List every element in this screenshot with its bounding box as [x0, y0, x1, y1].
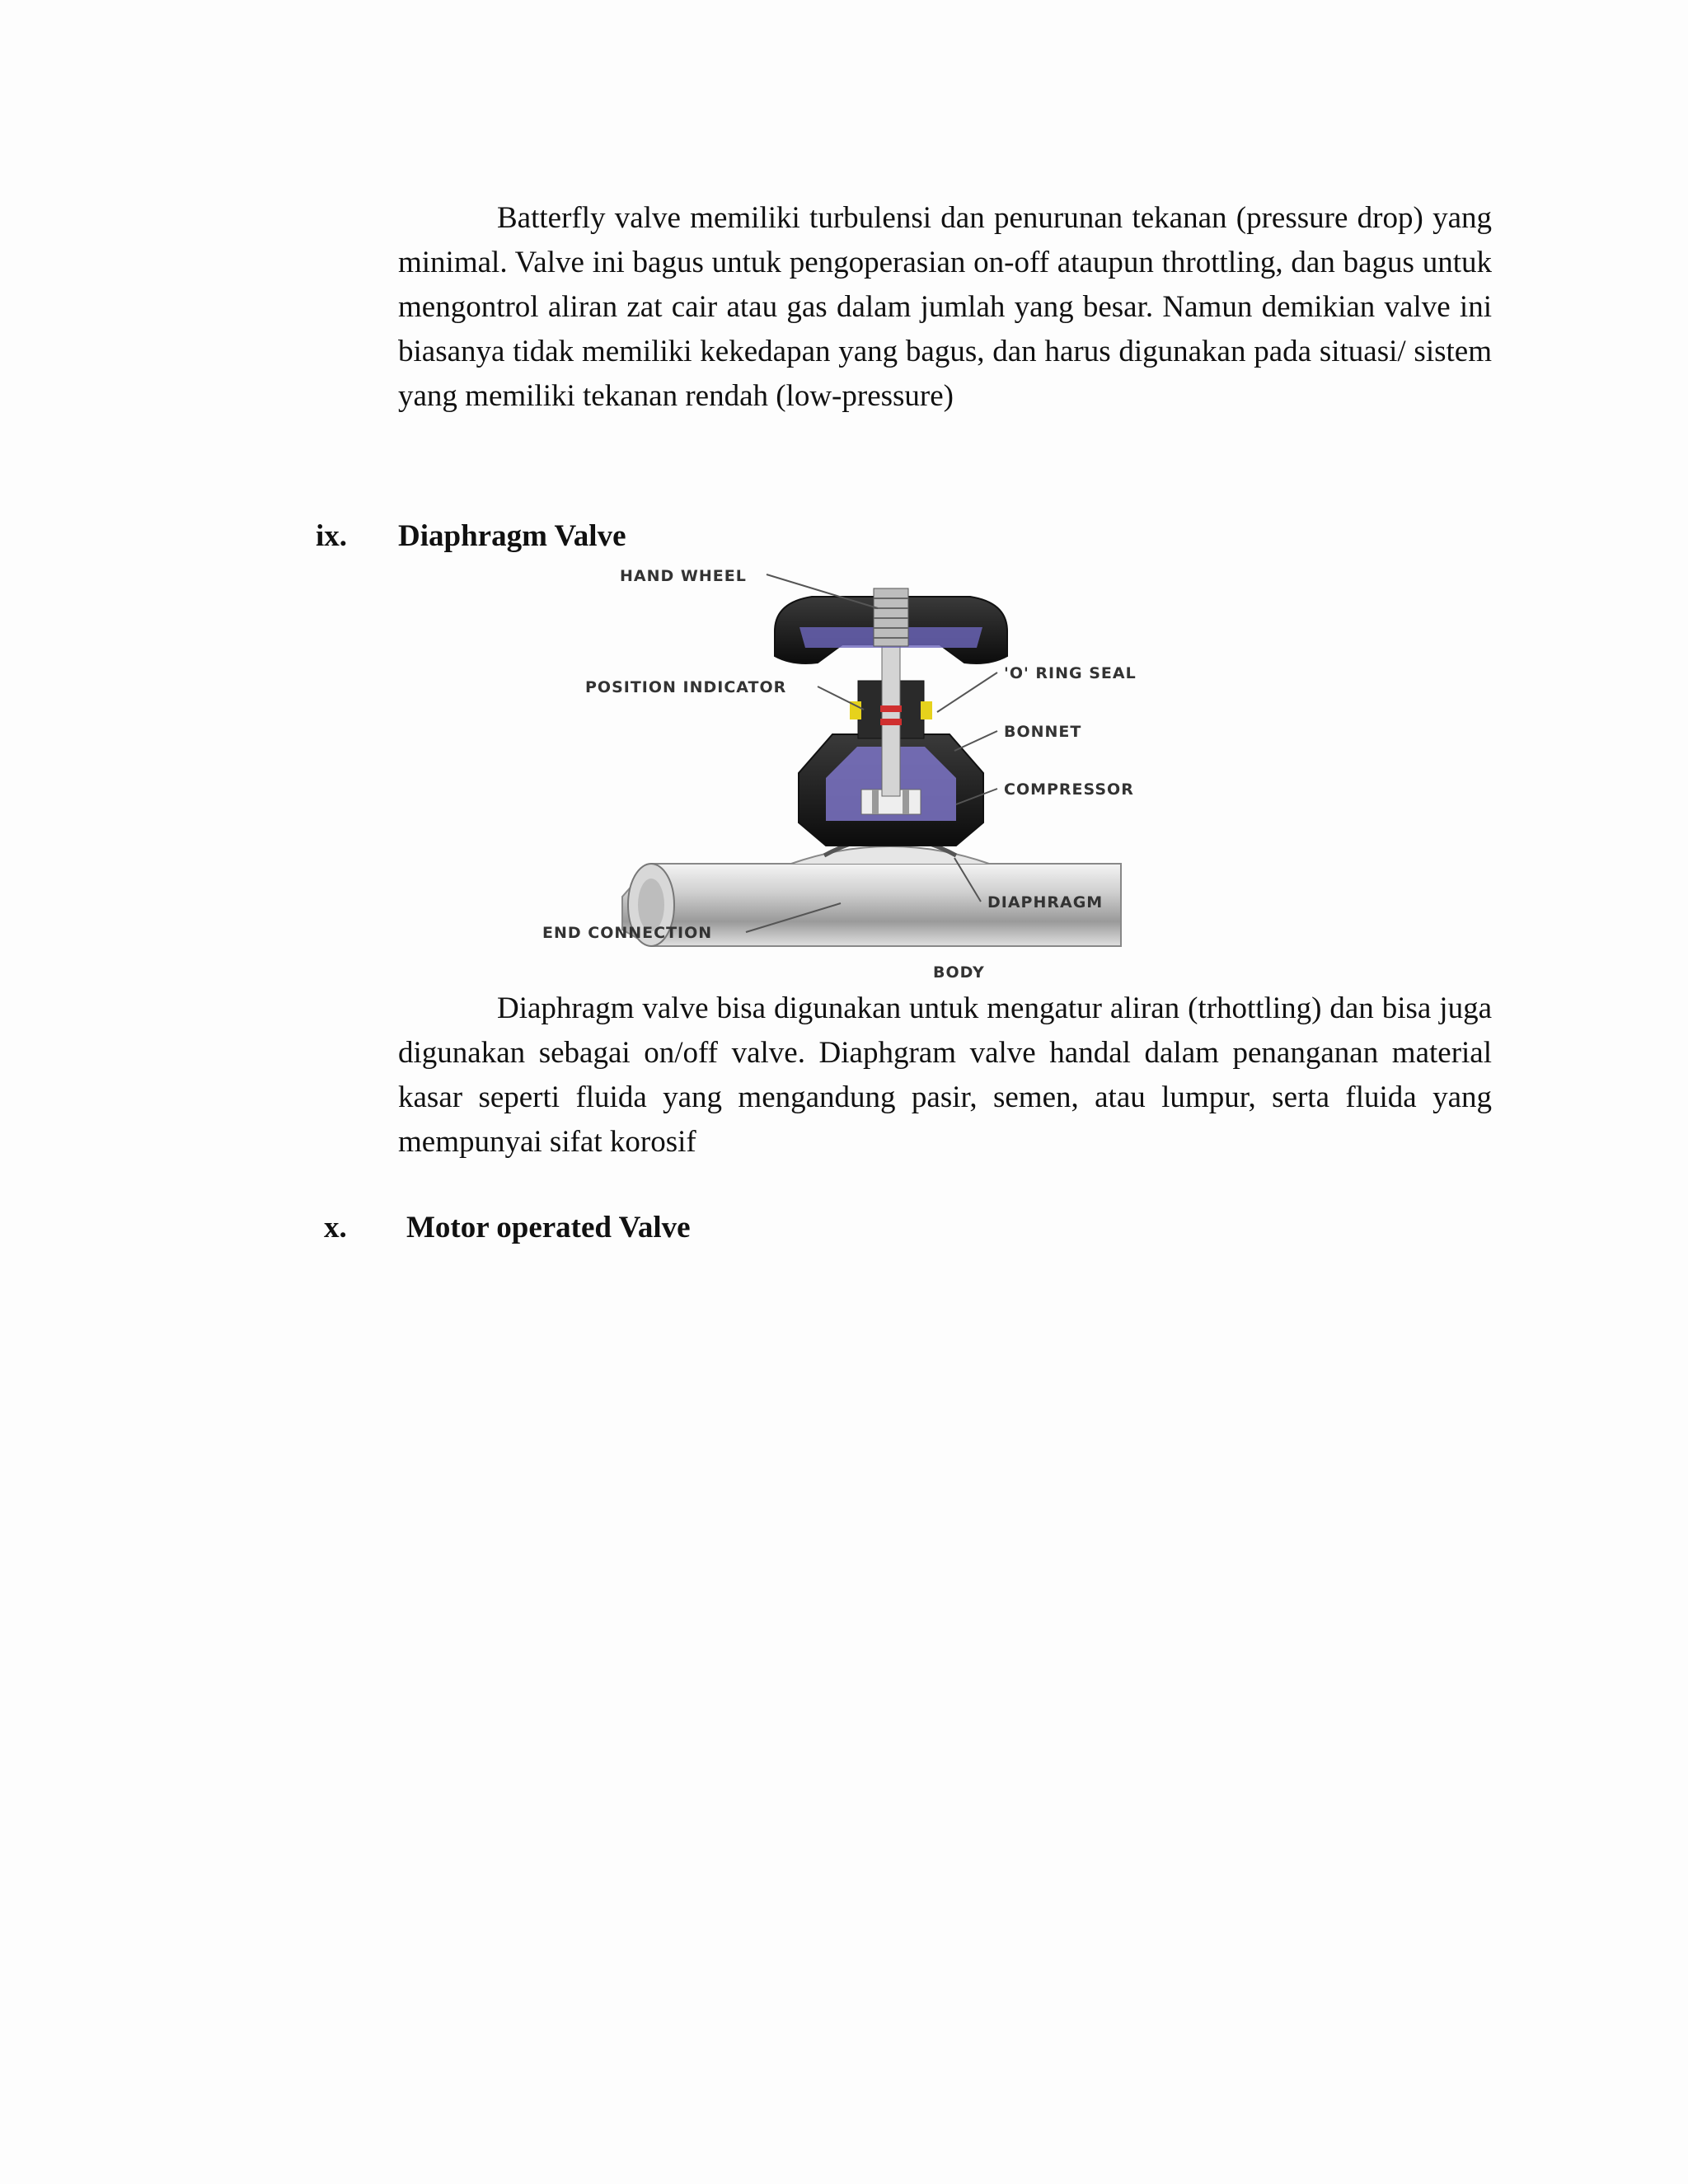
- section-title-diaphragm-valve: Diaphragm Valve: [398, 519, 626, 553]
- label-hand-wheel: HAND WHEEL: [620, 567, 747, 585]
- diaphragm-valve-diagram: [528, 557, 1368, 982]
- label-bonnet: BONNET: [1004, 723, 1082, 741]
- label-o-ring-seal: 'O' RING SEAL: [1004, 664, 1137, 682]
- section-number-x: x.: [324, 1211, 347, 1244]
- label-body: BODY: [933, 963, 985, 982]
- label-diaphragm: DIAPHRAGM: [987, 893, 1104, 912]
- paragraph-butterfly-valve: Batterfly valve memiliki turbulensi dan penurunan tekanan (pressure drop) yang minimal. Valve ini bagus untuk pengoperasian on-off ataupun throttling, dan bagus untuk mengontrol aliran zat cair atau gas dalam jumlah yang besar. Namun demikian valve ini biasanya tidak memiliki kekedapan yang bagus, dan harus digunakan pada situasi/ sistem yang memiliki tekanan rendah (low-pressure): [398, 201, 1492, 413]
- label-position-indicator: POSITION INDICATOR: [585, 678, 787, 696]
- section-number-ix: ix.: [316, 519, 348, 553]
- label-end-connection: END CONNECTION: [542, 924, 713, 942]
- paragraph-diaphragm-valve: Diaphragm valve bisa digunakan untuk mengatur aliran (trhottling) dan bisa juga digunakan sebagai on/off valve. Diaphgram valve handal dalam penanganan material kasar seperti fluida yang mengandung pasir, semen, atau lumpur, serta fluida yang mempunyai sifat korosif: [398, 991, 1492, 1159]
- label-compressor: COMPRESSOR: [1004, 780, 1134, 799]
- section-title-motor-operated-valve: Motor operated Valve: [406, 1211, 691, 1244]
